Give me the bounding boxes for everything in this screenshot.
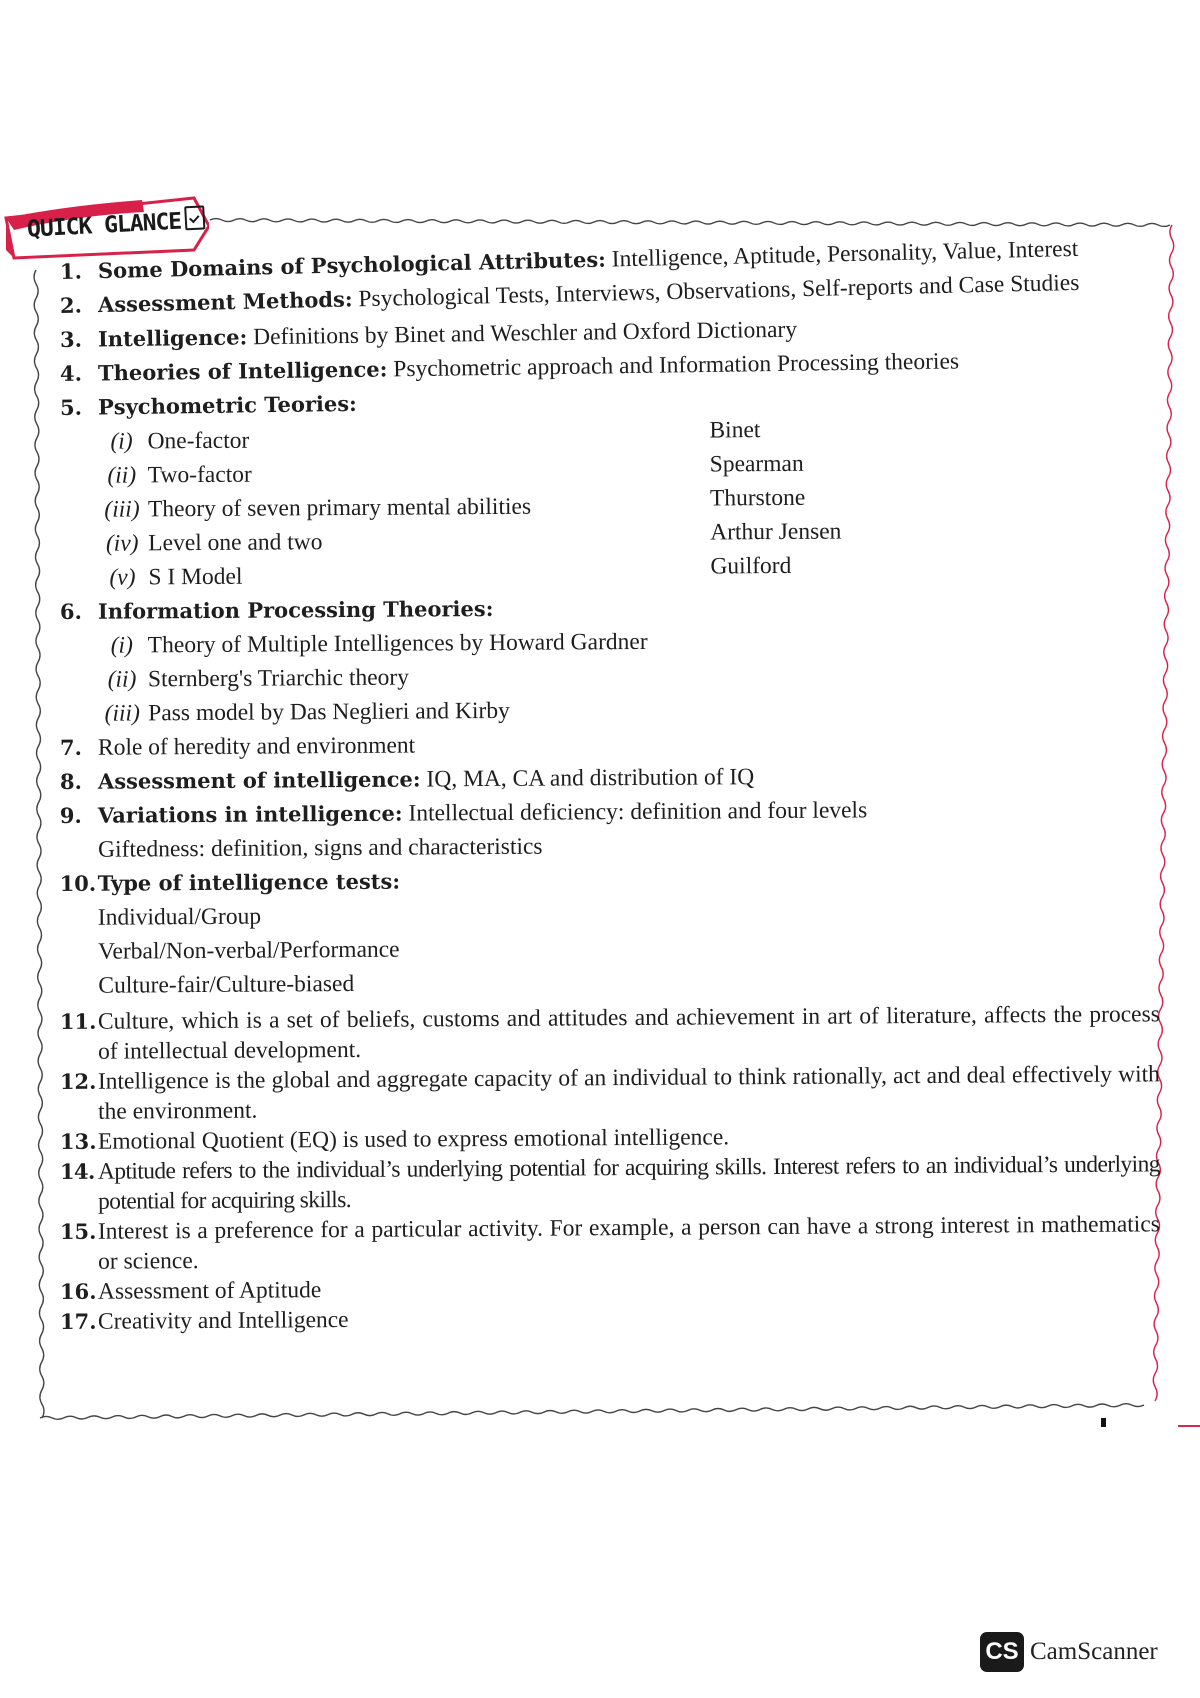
list-item bbox=[60, 1059, 1160, 1127]
item-number: 5. bbox=[59, 394, 83, 420]
item-number: 8. bbox=[59, 768, 83, 794]
item-text: Psychological Tests, Interviews, Observations, Self-reports and Case Studies bbox=[352, 269, 1080, 313]
item-number: 14. bbox=[59, 1158, 95, 1184]
item-number: 12. bbox=[59, 1068, 97, 1094]
sub-item-label: Sternberg's Triarchic theory bbox=[147, 664, 410, 693]
item-text: Definitions by Binet and Weschler and Oxford Dictionary bbox=[247, 316, 798, 351]
checklist-icon bbox=[184, 205, 205, 230]
roman-numeral: (i) bbox=[110, 632, 133, 659]
item-text: Role of heredity and environment bbox=[97, 732, 416, 761]
list-item bbox=[60, 859, 1161, 1003]
list-item bbox=[60, 999, 1160, 1067]
roman-numeral: (iii) bbox=[104, 700, 140, 727]
sub-item-label: Theory of seven primary mental abilities bbox=[147, 493, 532, 523]
sub-item-label: Theory of Multiple Intelligences by Howard Gardner bbox=[147, 628, 648, 659]
test-type-line: Verbal/Non-verbal/Performance bbox=[98, 936, 400, 965]
item-number: 16. bbox=[59, 1278, 97, 1304]
scan-edge-mark bbox=[1178, 1425, 1200, 1427]
test-type-line: Individual/Group bbox=[97, 903, 262, 931]
item-text: Culture, which is a set of beliefs, customs and attitudes and achievement in art of literature, affects the process of intellectual development. bbox=[97, 1001, 1160, 1065]
item-title: Information Processing Theories: bbox=[97, 595, 494, 624]
item-number: 9. bbox=[59, 802, 82, 829]
camscanner-watermark bbox=[980, 1630, 1158, 1674]
border-top bbox=[210, 219, 1170, 227]
item-text: Intelligence is the global and aggregate capacity of an individual to think rationally, act and deal effectively with the environment. bbox=[97, 1061, 1160, 1125]
item-text: Emotional Quotient (EQ) is used to express emotional intelligence. bbox=[97, 1124, 730, 1155]
item-text: Intellectual deficiency: definition and four levels bbox=[402, 797, 868, 827]
item-number: 6. bbox=[59, 598, 83, 624]
item-number: 3. bbox=[59, 326, 83, 352]
item-number: 17. bbox=[59, 1308, 97, 1334]
psychometric-list bbox=[59, 417, 1160, 595]
test-type-line: Culture-fair/Culture-biased bbox=[98, 970, 355, 999]
item-number: 15. bbox=[59, 1218, 97, 1244]
list-item bbox=[60, 791, 1160, 867]
item-number: 2. bbox=[59, 292, 83, 318]
item-title: Type of intelligence tests: bbox=[97, 868, 401, 896]
item-text: Assessment of Aptitude bbox=[97, 1277, 322, 1305]
sub-item-label: One-factor bbox=[147, 427, 250, 455]
roman-numeral: (i) bbox=[110, 428, 133, 455]
camscanner-logo-icon bbox=[980, 1632, 1024, 1672]
sub-item-label: Two-factor bbox=[147, 461, 252, 489]
item-text: Psychometric approach and Information Processing theories bbox=[387, 348, 960, 383]
item-number: 10. bbox=[59, 870, 97, 897]
info-processing-list bbox=[60, 621, 1161, 731]
theorist-name: Arthur Jensen bbox=[710, 518, 842, 546]
item-title: Assessment Methods: bbox=[97, 286, 353, 318]
sub-item-label: S I Model bbox=[148, 563, 243, 591]
item-title: Theories of Intelligence: bbox=[97, 356, 388, 386]
item-number: 13. bbox=[59, 1128, 97, 1154]
theorist-name: Spearman bbox=[709, 450, 804, 478]
item-text: Creativity and Intelligence bbox=[97, 1306, 349, 1335]
item-text: Aptitude refers to the individual’s underlying potential for acquiring skills. Interest refers to an individual’s underlying potential for acquiring skills. bbox=[97, 1151, 1160, 1215]
theorist-name: Thurstone bbox=[709, 484, 806, 512]
item-title: Psychometric Teories: bbox=[97, 390, 358, 420]
item-title: Intelligence: bbox=[97, 324, 248, 352]
roman-numeral: (iii) bbox=[104, 496, 140, 523]
item-continuation: Giftedness: definition, signs and characteristics bbox=[98, 833, 543, 863]
item-title: Some Domains of Psychological Attributes: bbox=[97, 246, 607, 284]
theorist-name: Guilford bbox=[710, 552, 792, 580]
border-left bbox=[34, 270, 44, 1418]
item-number: 4. bbox=[59, 360, 83, 386]
item-text: Interest is a preference for a particular activity. For example, a person can have a strong interest in mathematics or science. bbox=[97, 1211, 1160, 1275]
item-title: Assessment of intelligence: bbox=[97, 766, 421, 794]
logo-mark-text: CS bbox=[985, 1638, 1019, 1665]
roman-numeral: (v) bbox=[109, 564, 136, 591]
roman-numeral: (iv) bbox=[105, 530, 139, 557]
item-text: IQ, MA, CA and distribution of IQ bbox=[420, 764, 755, 793]
item-title: Variations in intelligence: bbox=[97, 800, 403, 828]
scan-speck bbox=[1101, 1418, 1106, 1427]
camscanner-name: CamScanner bbox=[1030, 1638, 1158, 1665]
content bbox=[59, 235, 1160, 1337]
sub-item-label: Level one and two bbox=[148, 529, 323, 557]
item-number: 11. bbox=[59, 1008, 97, 1034]
list-item bbox=[60, 1209, 1160, 1277]
item-number: 7. bbox=[59, 734, 83, 760]
badge-label: QUICK GLANCE bbox=[26, 208, 182, 243]
border-bottom bbox=[40, 1404, 1144, 1420]
list-item bbox=[60, 1149, 1160, 1217]
theorist-name: Binet bbox=[709, 417, 761, 444]
sub-item-label: Pass model by Das Neglieri and Kirby bbox=[148, 697, 510, 727]
roman-numeral: (ii) bbox=[107, 666, 137, 693]
roman-numeral: (ii) bbox=[107, 462, 137, 489]
item-text: Intelligence, Aptitude, Personality, Value, Interest bbox=[605, 235, 1079, 273]
list-item bbox=[60, 1299, 1160, 1337]
item-number: 1. bbox=[59, 258, 83, 284]
